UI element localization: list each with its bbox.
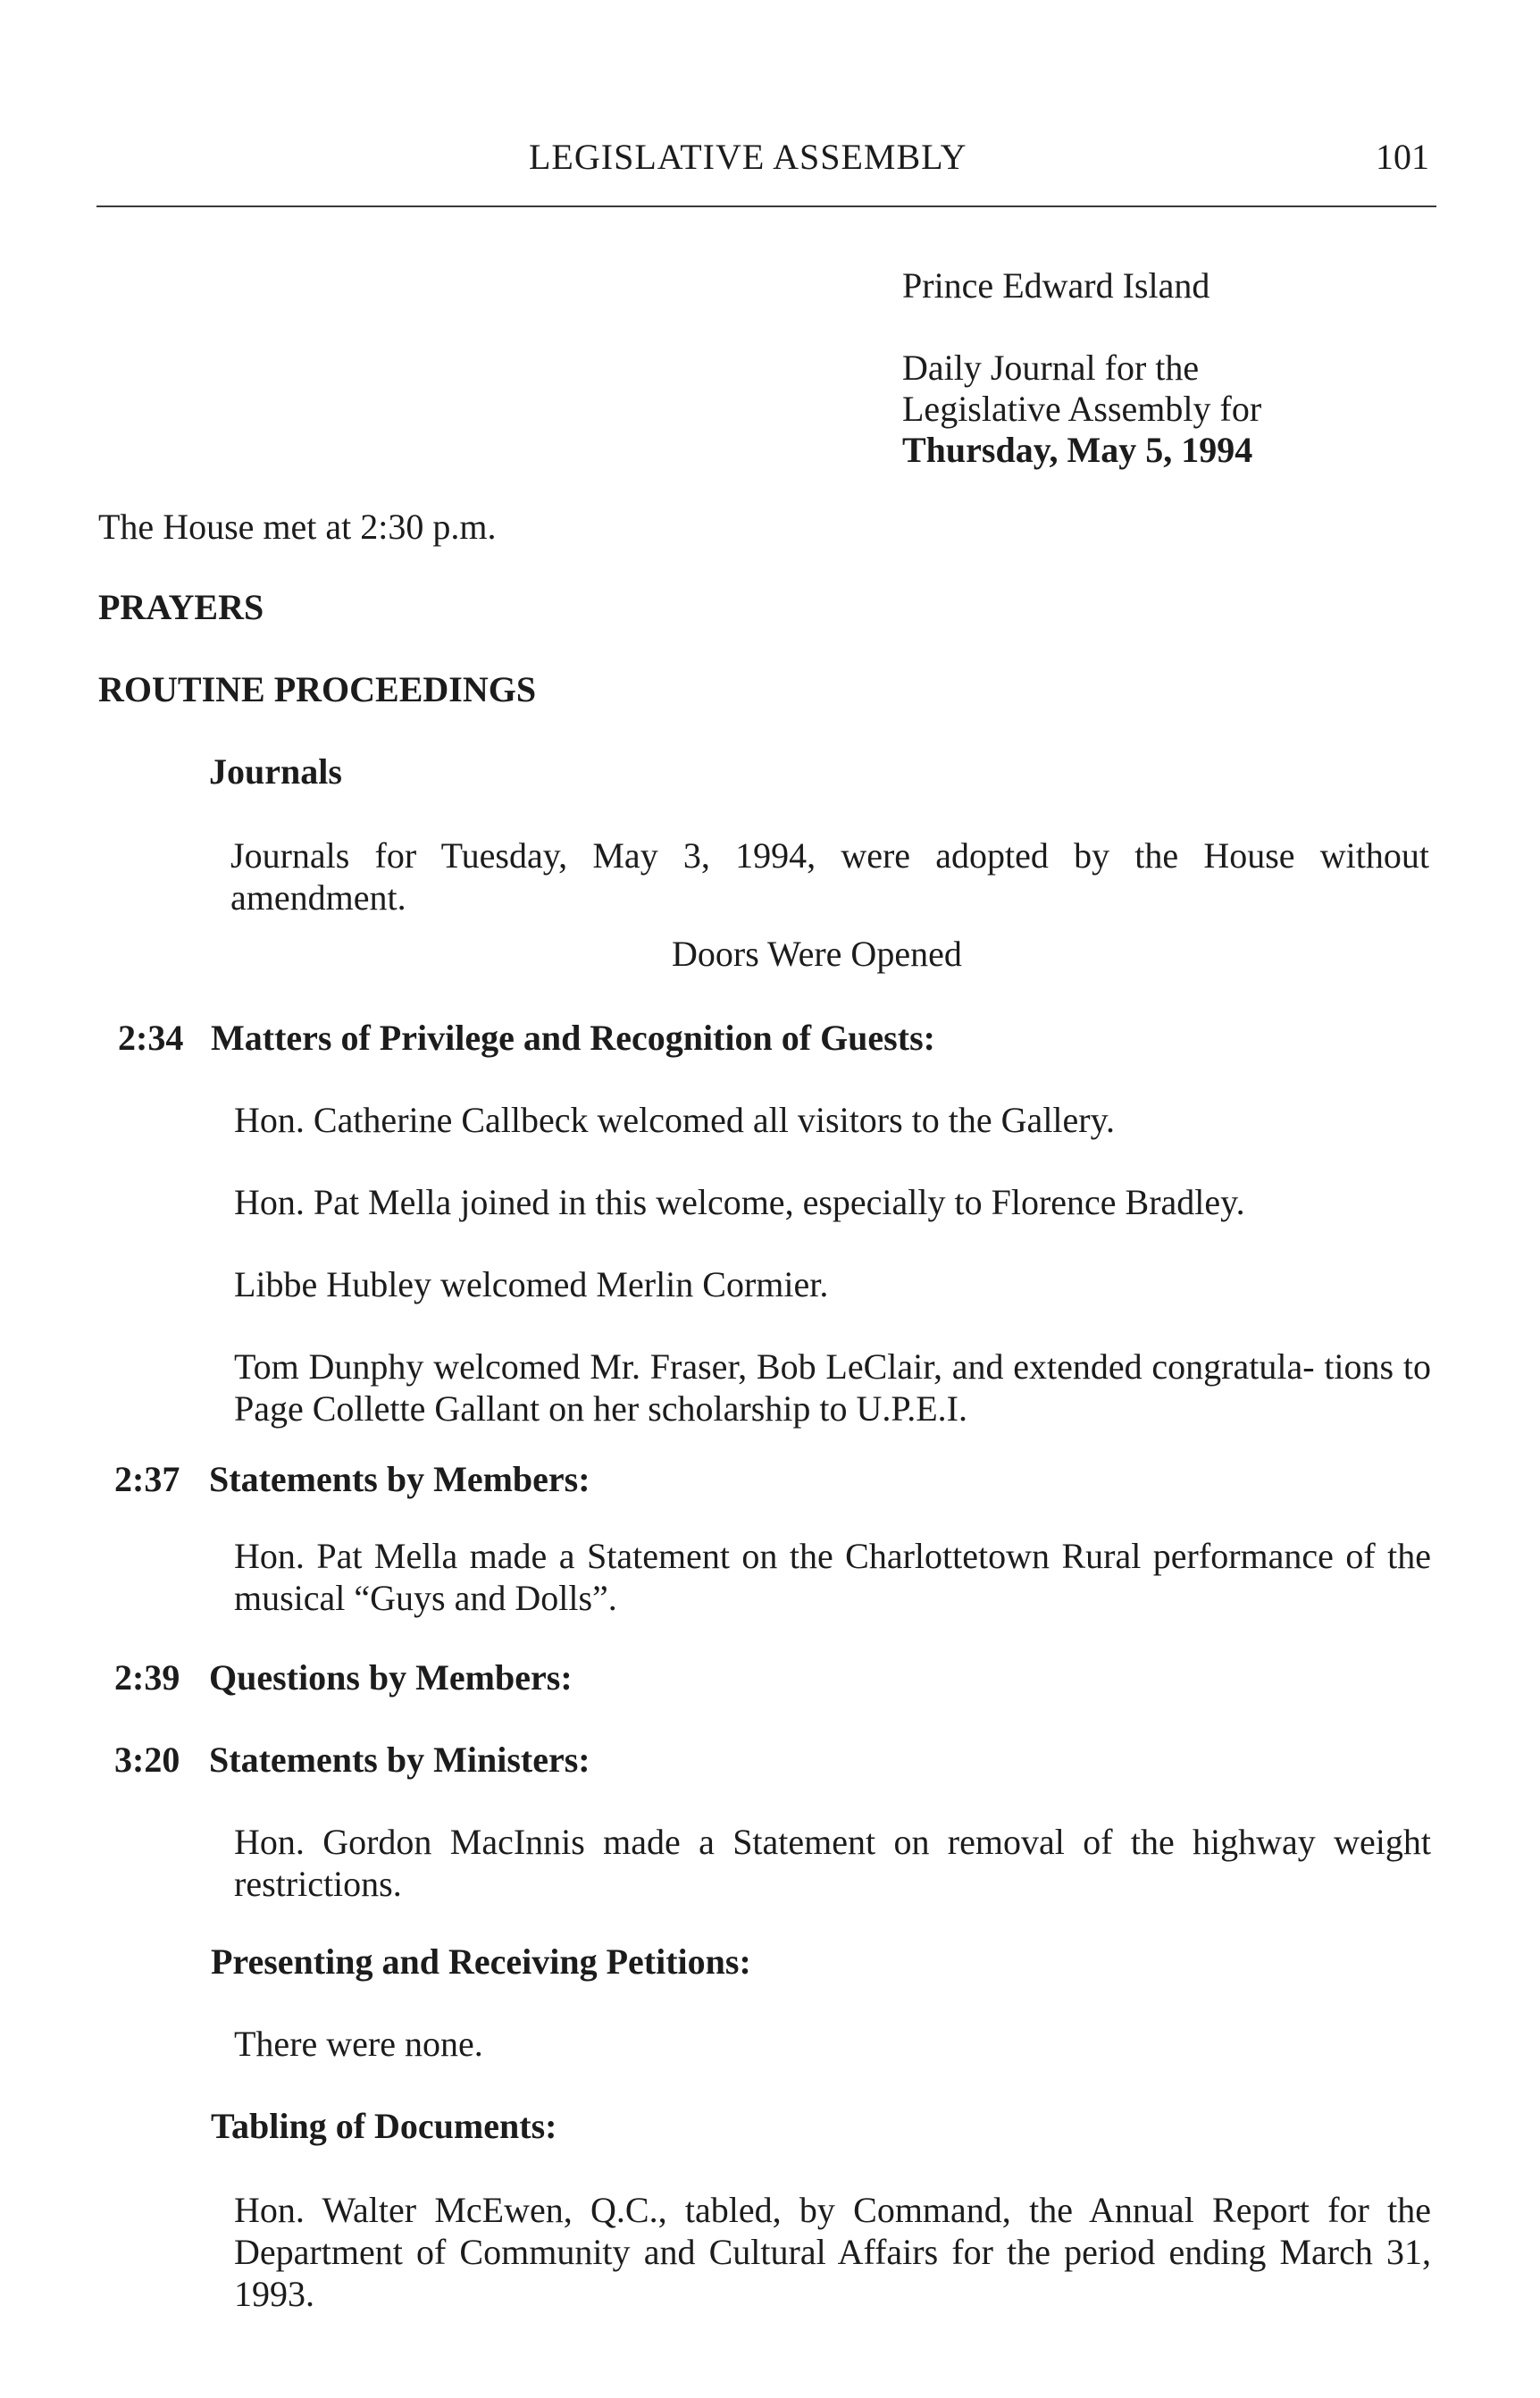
questions-time: 2:39 — [114, 1657, 180, 1698]
masthead-date: Thursday, May 5, 1994 — [902, 430, 1253, 470]
privilege-heading: Matters of Privilege and Recognition of Guests: — [211, 1018, 935, 1058]
journals-text: Journals for Tuesday, May 3, 1994, were adopted by the House without amendment. — [230, 835, 1429, 918]
opening-line: The House met at 2:30 p.m. — [98, 507, 497, 547]
statements-ministers-time: 3:20 — [114, 1740, 180, 1780]
statements-ministers-heading: Statements by Ministers: — [209, 1740, 590, 1780]
statements-ministers-text: Hon. Gordon MacInnis made a Statement on removal of the highway weight restrictions. — [234, 1822, 1431, 1904]
journals-heading: Journals — [209, 751, 342, 792]
routine-proceedings-heading: ROUTINE PROCEEDINGS — [98, 669, 537, 709]
privilege-item: Hon. Pat Mella joined in this welcome, especially to Florence Bradley. — [234, 1182, 1245, 1222]
doors-opened: Doors Were Opened — [672, 934, 962, 974]
tabling-text: Hon. Walter McEwen, Q.C., tabled, by Command, the Annual Report for the Department of Community and Cultural Affairs for the period ending March 31, 1993. — [234, 2190, 1431, 2314]
statements-members-text: Hon. Pat Mella made a Statement on the Charlottetown Rural performance of the musical “Guys and Dolls”. — [234, 1536, 1431, 1618]
masthead-journal-line2: Legislative Assembly for — [902, 389, 1262, 429]
prayers-heading: PRAYERS — [98, 587, 264, 627]
tabling-heading: Tabling of Documents: — [211, 2106, 557, 2146]
page-number: 101 — [1376, 137, 1429, 177]
privilege-item: Tom Dunphy welcomed Mr. Fraser, Bob LeClair, and extended congratula- tions to Page Collette Gallant on her scholarship to U.P.E.I. — [234, 1346, 1431, 1429]
privilege-item: Hon. Catherine Callbeck welcomed all visitors to the Gallery. — [234, 1100, 1116, 1140]
privilege-item: Libbe Hubley welcomed Merlin Cormier. — [234, 1264, 829, 1304]
running-header-title: LEGISLATIVE ASSEMBLY — [529, 137, 967, 177]
petitions-heading: Presenting and Receiving Petitions: — [211, 1941, 751, 1982]
header-rule — [96, 205, 1436, 207]
petitions-text: There were none. — [234, 2024, 483, 2064]
masthead-journal-line1: Daily Journal for the — [902, 348, 1200, 388]
questions-heading: Questions by Members: — [209, 1657, 573, 1698]
statements-members-heading: Statements by Members: — [209, 1459, 590, 1499]
statements-members-time: 2:37 — [114, 1459, 180, 1499]
masthead-province: Prince Edward Island — [902, 265, 1210, 306]
privilege-time: 2:34 — [118, 1018, 184, 1058]
